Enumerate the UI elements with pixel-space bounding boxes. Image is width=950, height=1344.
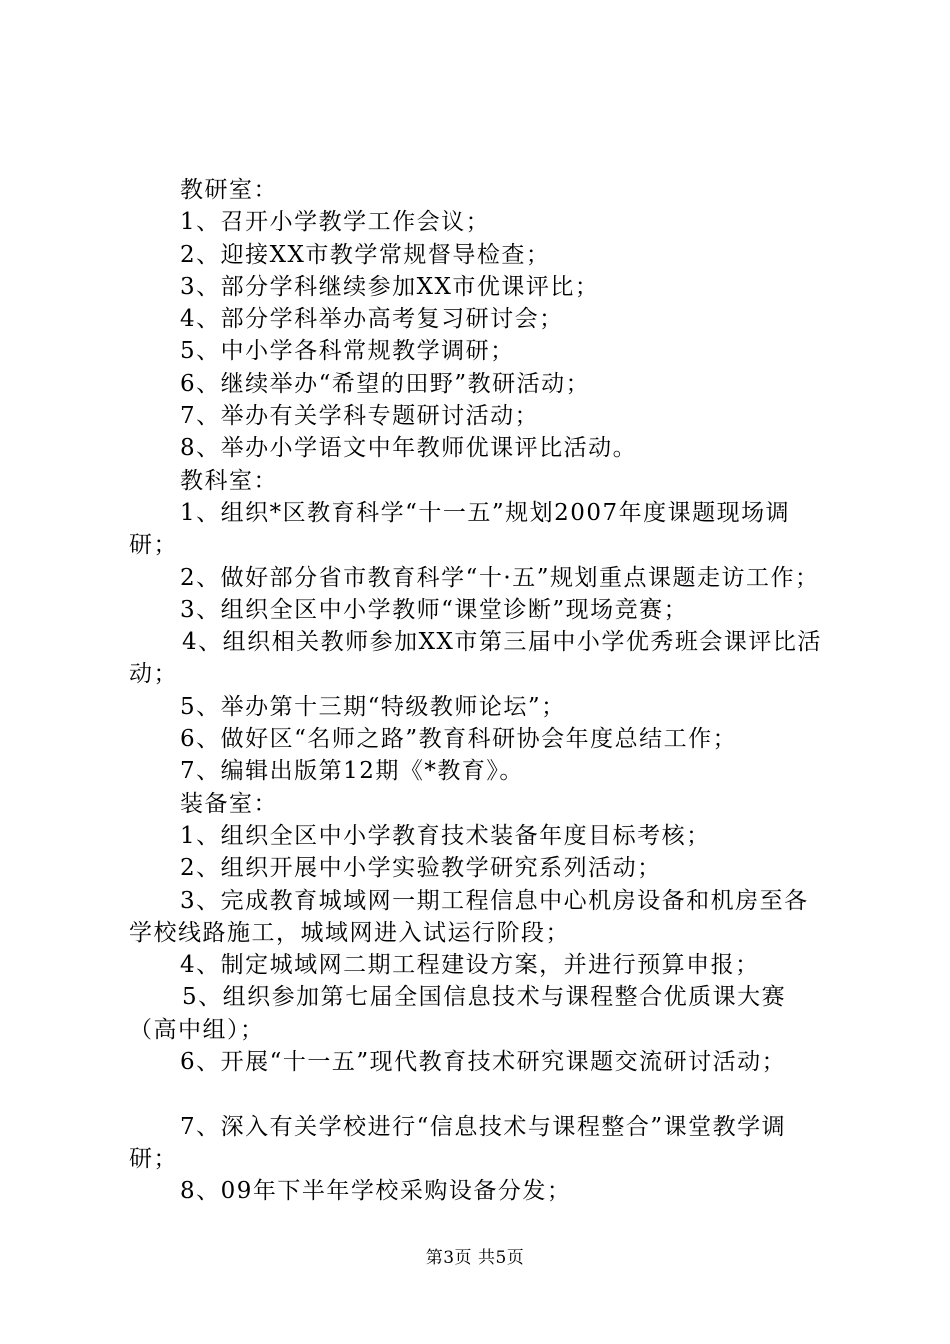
list-item: 3、组织全区中小学教师“课堂诊断”现场竞赛； [180,596,689,623]
list-item: 1、组织全区中小学教育技术装备年度目标考核； [180,822,711,849]
list-item: 6、做好区“名师之路”教育科研协会年度总结工作； [180,726,738,753]
list-item: 3、部分学科继续参加XX市优课评比； [180,273,600,300]
list-item: 7、深入有关学校进行“信息技术与课程整合”课堂教学调研； [129,1113,787,1172]
list-item: 3、完成教育城域网一期工程信息中心机房设备和机房至各学校线路施工，城域网进入试运行阶段； [129,887,809,946]
section-heading-jiaoyanshi: 教研室： [180,177,278,203]
list-item: 4、组织相关教师参加XX市第三届中小学优秀班会课评比活动； [129,629,822,688]
list-item: 2、组织开展中小学实验教学研究系列活动； [180,855,662,882]
list-item: 4、制定城域网二期工程建设方案，并进行预算申报； [180,952,760,979]
list-item: 5、举办第十三期“特级教师论坛”； [180,693,566,720]
page-footer: 第3页 共5页 [425,1248,525,1268]
list-item: 8、举办小学语文中年教师优课评比活动。 [180,435,638,462]
list-item: 6、开展“十一五”现代教育技术研究课题交流研讨活动； [180,1049,787,1076]
document-body [129,174,831,1208]
section-heading-jiaokeshi: 教科室： [180,467,278,494]
list-item: 7、编辑出版第12期《*教育》。 [180,758,524,785]
list-item: 2、做好部分省市教育科学“十·五”规划重点课题走访工作； [180,564,820,591]
list-item: 8、09年下半年学校采购设备分发； [180,1178,572,1205]
list-item: 1、组织*区教育科学“十一五”规划2007年度课题现场调研； [129,499,791,559]
section-heading-zhuangbeishi: 装备室： [180,790,278,817]
list-item: 7、举办有关学科专题研讨活动； [180,403,540,430]
list-item: 2、迎接XX市教学常规督导检查； [180,241,551,268]
list-item: 1、召开小学教学工作会议； [180,209,491,236]
list-item: 5、中小学各科常规教学调研； [180,338,515,365]
list-item: 4、部分学科举办高考复习研讨会； [180,306,564,333]
list-item: 6、继续举办“希望的田野”教研活动； [180,370,591,397]
blank-line [129,1078,831,1110]
list-item: 5、组织参加第七届全国信息技术与课程整合优质课大赛（高中组）； [129,984,787,1043]
